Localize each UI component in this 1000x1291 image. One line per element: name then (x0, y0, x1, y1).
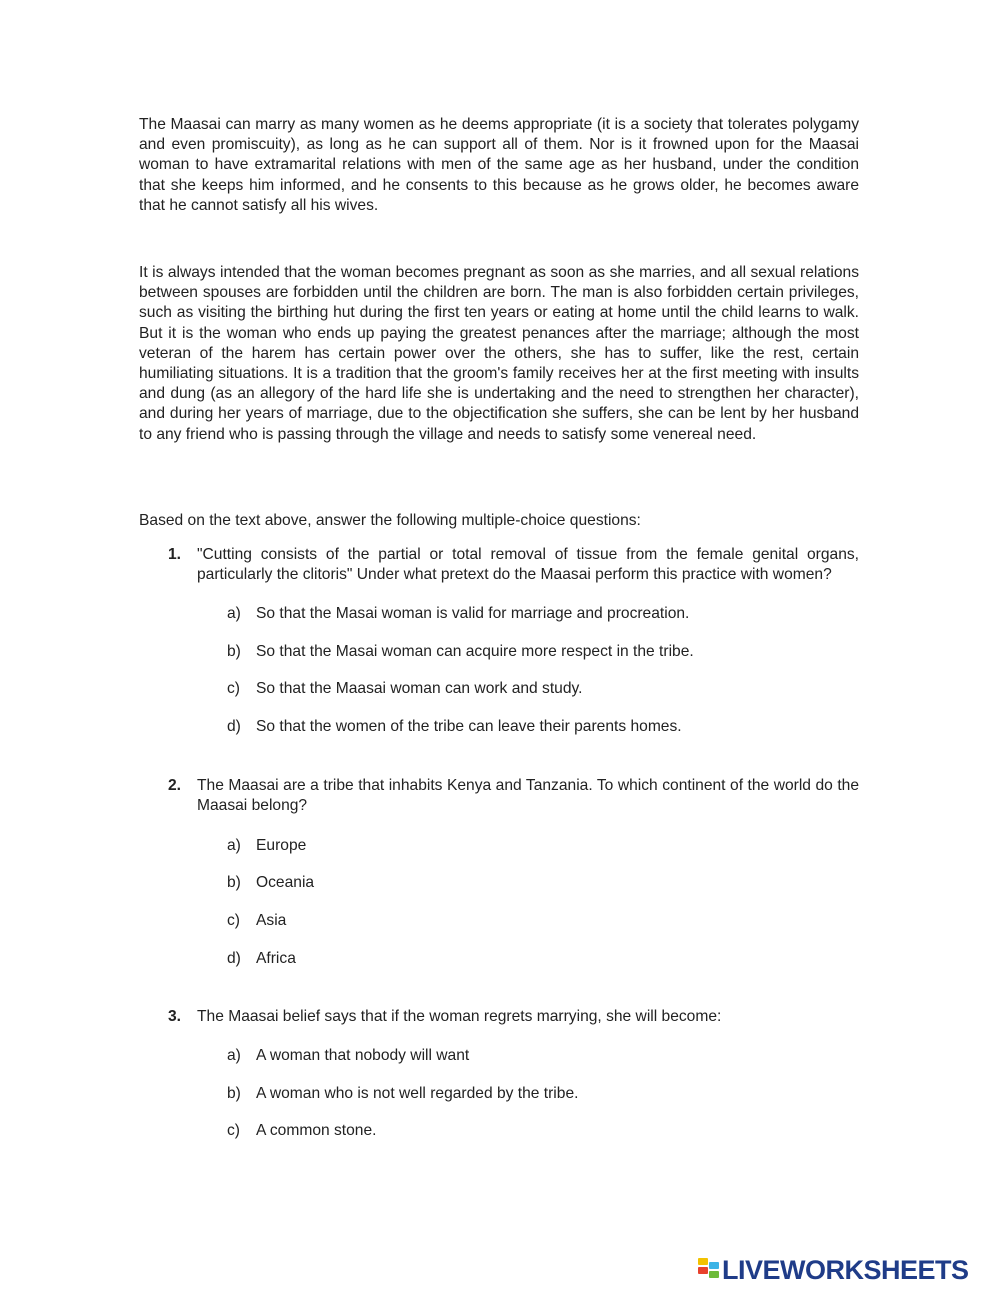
option-text: So that the women of the tribe can leave their parents homes. (256, 718, 682, 735)
option-letter: c) (227, 1122, 240, 1139)
option-text: So that the Masai woman can acquire more respect in the tribe. (256, 643, 694, 660)
logo-wordmark: LIVEWORKSHEETS (722, 1255, 969, 1285)
option-letter: b) (227, 874, 241, 891)
option-letter: b) (227, 1085, 241, 1102)
question-text: The Maasai are a tribe that inhabits Kenya and Tanzania. To which continent of the world do the Maasai belong? (197, 777, 859, 815)
logo-block (698, 1258, 708, 1265)
question-number: 3. (168, 1008, 182, 1025)
option-text: Europe (256, 837, 307, 854)
option-text: Oceania (256, 874, 315, 891)
passage-paragraph-2: It is always intended that the woman becomes pregnant as soon as she marries, and all sexual relations between spouses are forbidden until the children are born. The man is also forbidden certain privileges, such as visiting the birthing hut during the first ten years or eating at home until the child learns to walk. But it is the woman who ends up paying the greatest penances after the marriage; although the most veteran of the harem has certain power over the others, she has to suffer, like the rest, certain humiliating situations. It is a tradition that the groom's family receives her at the first meeting with insults and dung (as an allegory of the hard life she is undertaking and the need to strengthen her character), and during her years of marriage, due to the objectification she suffers, she can be lent by her husband to any friend who is passing through the village and needs to satisfy some venereal need. (139, 264, 859, 443)
option-text: Africa (256, 950, 296, 967)
option-letter: b) (227, 643, 241, 660)
instructions-text: Based on the text above, answer the following multiple-choice questions: (139, 512, 641, 529)
liveworksheets-logo (698, 1255, 998, 1285)
option-text: So that the Maasai woman can work and study. (256, 680, 583, 697)
option-letter: a) (227, 1047, 241, 1064)
option-text: A common stone. (256, 1122, 377, 1139)
question-text: The Maasai belief says that if the woman regrets marrying, she will become: (197, 1008, 722, 1025)
option-letter: a) (227, 605, 241, 622)
passage-paragraph-1: The Maasai can marry as many women as he deems appropriate (it is a society that tolerates polygamy and even promiscuity), as long as he can support all of them. Nor is it frowned upon for the Maasai woman to have extramarital relations with men of the same age as her husband, under the condition that she keeps him informed, and he consents to this because as he grows older, he becomes aware that he cannot satisfy all his wives. (139, 116, 859, 214)
logo-block (709, 1262, 719, 1269)
option-letter: c) (227, 680, 240, 697)
option-letter: c) (227, 912, 240, 929)
question-number: 2. (168, 777, 182, 794)
option-text: So that the Masai woman is valid for marriage and procreation. (256, 605, 690, 622)
logo-block (709, 1271, 719, 1278)
option-letter: a) (227, 837, 241, 854)
logo-block (698, 1267, 708, 1274)
logo-blocks-icon (698, 1258, 720, 1282)
option-text: A woman who is not well regarded by the tribe. (256, 1085, 579, 1102)
option-text: Asia (256, 912, 287, 929)
option-text: A woman that nobody will want (256, 1047, 470, 1064)
option-letter: d) (227, 718, 241, 735)
option-letter: d) (227, 950, 241, 967)
question-text: "Cutting consists of the partial or total removal of tissue from the female genital organs, particularly the clitoris" Under what pretext do the Maasai perform this practice with women? (197, 546, 859, 584)
question-number: 1. (168, 546, 182, 563)
